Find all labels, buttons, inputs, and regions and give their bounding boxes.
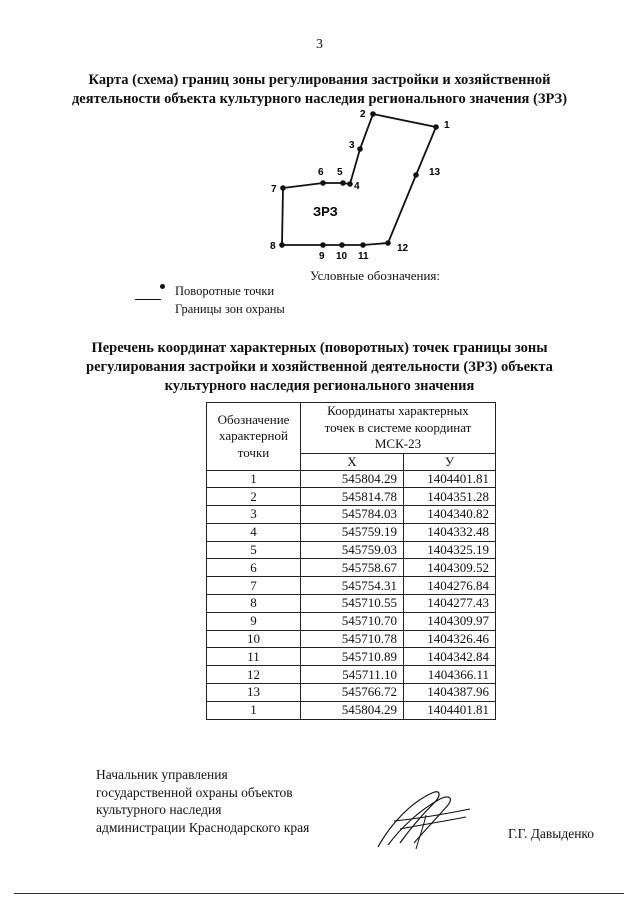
cell-x: 545814.78 [301, 488, 404, 506]
cell-point: 12 [207, 666, 301, 684]
table-row [207, 701, 496, 719]
cell-point: 4 [207, 523, 301, 541]
cell-x: 545759.03 [301, 541, 404, 559]
cell-y: 1404277.43 [404, 595, 496, 613]
cell-y: 1404351.28 [404, 488, 496, 506]
cell-x: 545804.29 [301, 470, 404, 488]
boundary-point-marker [280, 185, 286, 191]
boundary-point-marker [360, 242, 366, 248]
table-row [207, 684, 496, 702]
bottom-rule [14, 893, 624, 894]
cell-y: 1404309.97 [404, 612, 496, 630]
cell-point: 1 [207, 701, 301, 719]
boundary-point-marker [347, 181, 353, 187]
table-row [207, 506, 496, 524]
cell-point: 5 [207, 541, 301, 559]
cell-point: 9 [207, 612, 301, 630]
table-row [207, 612, 496, 630]
cell-y: 1404401.81 [404, 701, 496, 719]
table-row [207, 523, 496, 541]
boundary-point-marker [413, 172, 419, 178]
boundary-point-label: 7 [271, 184, 277, 195]
signatory-position [96, 766, 309, 836]
cell-x: 545754.31 [301, 577, 404, 595]
cell-y: 1404276.84 [404, 577, 496, 595]
cell-x: 545804.29 [301, 701, 404, 719]
header-designation: Обозначение характерной точки [207, 403, 301, 471]
header-y: У [404, 453, 496, 470]
cell-y: 1404366.11 [404, 666, 496, 684]
table-row [207, 559, 496, 577]
list-title [60, 339, 579, 396]
cell-point: 8 [207, 595, 301, 613]
table-row [207, 630, 496, 648]
boundary-point-label: 12 [397, 243, 409, 254]
legend-point-label: Поворотные точки [175, 284, 275, 298]
header-coordinates: Координаты характерных точек в системе координат МСК-23 [301, 403, 496, 454]
cell-y: 1404326.46 [404, 630, 496, 648]
boundary-point-label: 10 [336, 251, 348, 262]
cell-x: 545759.19 [301, 523, 404, 541]
cell-x: 545758.67 [301, 559, 404, 577]
zone-label: ЗРЗ [313, 204, 338, 219]
signatory-line-1: Начальник управления [96, 767, 228, 782]
header-x: X [301, 453, 404, 470]
cell-y: 1404401.81 [404, 470, 496, 488]
list-title-line-1: Перечень координат характерных (поворотных) точек границы зоны [91, 340, 548, 356]
boundary-point-label: 2 [360, 109, 366, 120]
cell-y: 1404340.82 [404, 506, 496, 524]
cell-point: 11 [207, 648, 301, 666]
list-title-line-3: культурного наследия регионального значения [164, 378, 475, 394]
cell-point: 6 [207, 559, 301, 577]
cell-x: 545710.55 [301, 595, 404, 613]
signatory-name: Г.Г. Давыденко [508, 826, 595, 841]
cell-x: 545710.89 [301, 648, 404, 666]
table-row [207, 595, 496, 613]
cell-point: 13 [207, 684, 301, 702]
handwritten-signature [370, 785, 480, 855]
cell-y: 1404387.96 [404, 684, 496, 702]
coordinates-table [206, 402, 496, 720]
signatory-line-4: администрации Краснодарского края [96, 819, 310, 835]
signatory-line-3: культурного наследия [96, 802, 222, 817]
boundary-point-label: 3 [349, 140, 355, 151]
boundary-point-marker [320, 180, 326, 186]
boundary-point-marker [339, 242, 345, 248]
boundary-point-marker [357, 146, 363, 152]
cell-y: 1404325.19 [404, 541, 496, 559]
cell-point: 10 [207, 630, 301, 648]
cell-x: 545710.78 [301, 630, 404, 648]
boundary-point-marker [385, 240, 391, 246]
boundary-point-marker [370, 111, 376, 117]
boundary-point-label: 5 [337, 167, 343, 178]
cell-point: 1 [207, 470, 301, 488]
boundary-point-label: 9 [319, 251, 325, 262]
table-row [207, 666, 496, 684]
boundary-point-label: 4 [354, 181, 360, 192]
table-row [207, 470, 496, 488]
legend-caption: Условные обозначения: [310, 268, 441, 283]
boundary-point-marker [340, 180, 346, 186]
list-title-line-2: регулирования застройки и хозяйственной деятельности (ЗРЗ) объекта [86, 359, 553, 375]
boundary-point-label: 11 [358, 251, 369, 262]
table-row [207, 577, 496, 595]
cell-x: 545710.70 [301, 612, 404, 630]
boundary-point-label: 6 [318, 167, 324, 178]
cell-y: 1404332.48 [404, 523, 496, 541]
boundary-point-label: 8 [270, 241, 276, 252]
cell-point: 2 [207, 488, 301, 506]
boundary-scheme [0, 0, 639, 300]
page-number: 3 [316, 37, 323, 52]
map-title-line-2: деятельности объекта культурного наследия регионального значения (ЗРЗ) [71, 91, 568, 107]
cell-x: 545711.10 [301, 666, 404, 684]
coordinates-body [207, 470, 496, 719]
cell-y: 1404309.52 [404, 559, 496, 577]
legend-point-symbol [160, 284, 165, 289]
table-row [207, 541, 496, 559]
legend-line-label: Границы зон охраны [175, 302, 285, 316]
cell-x: 545766.72 [301, 684, 404, 702]
boundary-point-label: 1 [444, 120, 450, 131]
cell-y: 1404342.84 [404, 648, 496, 666]
cell-point: 3 [207, 506, 301, 524]
boundary-point-marker [433, 124, 439, 130]
boundary-point-marker [279, 242, 285, 248]
map-title-line-1: Карта (схема) границ зоны регулирования застройки и хозяйственной [88, 72, 551, 88]
cell-x: 545784.03 [301, 506, 404, 524]
cell-point: 7 [207, 577, 301, 595]
legend-line-symbol [135, 299, 161, 300]
zone-boundary [282, 114, 436, 245]
table-row [207, 648, 496, 666]
table-row [207, 488, 496, 506]
boundary-point-label: 13 [429, 167, 441, 178]
signatory-line-2: государственной охраны объектов [96, 784, 293, 800]
boundary-point-marker [320, 242, 326, 248]
